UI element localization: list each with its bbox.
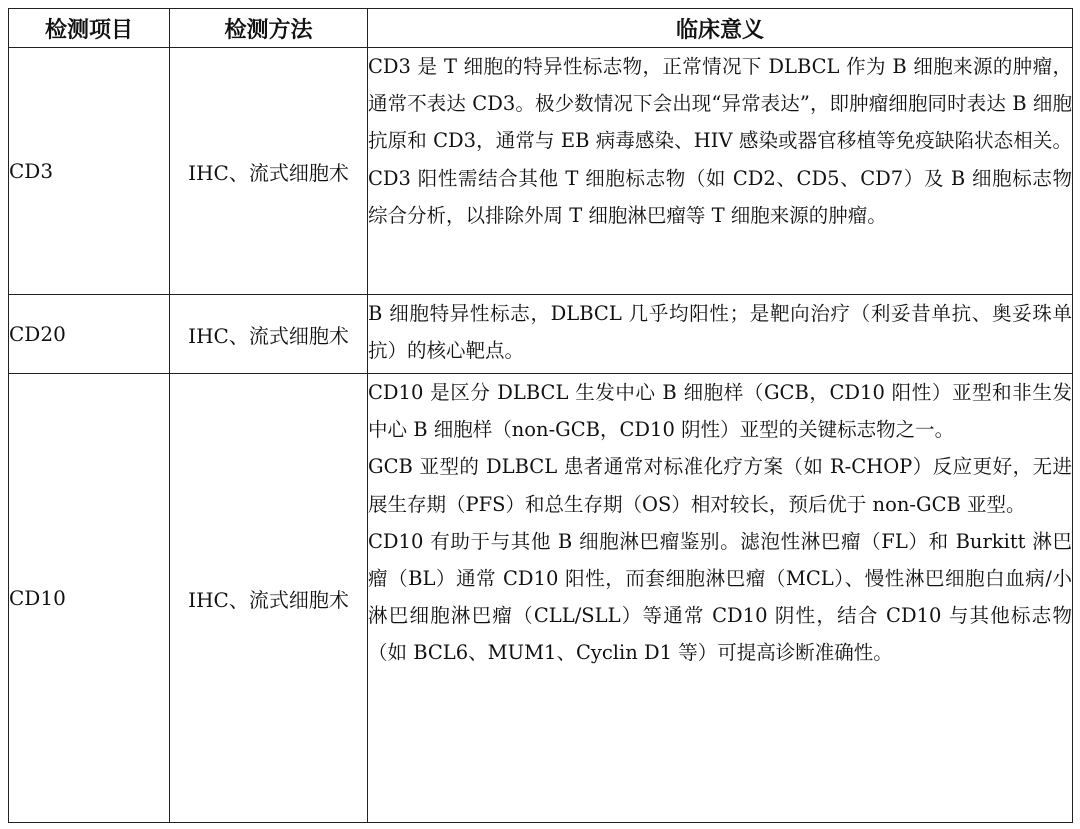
method-cell: IHC、流式细胞术 — [170, 374, 368, 823]
detection-table — [8, 8, 1073, 823]
header-row — [9, 9, 1073, 48]
meaning-cell — [368, 295, 1073, 374]
meaning-paragraph: CD3 是 T 细胞的特异性标志物，正常情况下 DLBCL 作为 B 细胞来源的肿瘤，通常不表达 CD3。极少数情况下会出现“异常表达”，即肿瘤细胞同时表达 B 细胞抗原和 CD3，通常与 EB 病毒感染、HIV 感染或器官移植等免疫缺陷状态相关。CD3 阳性需结合其他 T 细胞标志物（如 CD2、CD5、CD7）及 B 细胞标志物综合分析，以排除外周 T 细胞淋巴瘤等 T 细胞来源的肿瘤。 — [368, 55, 1072, 227]
header-detection-method: 检测方法 — [170, 9, 368, 48]
table-row-cd3 — [9, 48, 1073, 295]
meaning-paragraph: B 细胞特异性标志，DLBCL 几乎均阳性；是靶向治疗（利妥昔单抗、奥妥珠单抗）的核心靶点。 — [368, 302, 1072, 363]
header-detection-item: 检测项目 — [9, 9, 170, 48]
header-clinical-significance: 临床意义 — [368, 9, 1073, 48]
meaning-cell — [368, 48, 1073, 295]
meaning-paragraph: CD10 是区分 DLBCL 生发中心 B 细胞样（GCB，CD10 阳性）亚型和非生发中心 B 细胞样（non-GCB，CD10 阴性）亚型的关键标志物之一。 — [368, 381, 1072, 442]
meaning-paragraph: GCB 亚型的 DLBCL 患者通常对标准化疗方案（如 R-CHOP）反应更好，无进展生存期（PFS）和总生存期（OS）相对较长，预后优于 non-GCB 亚型。 — [368, 455, 1072, 516]
item-cell: CD3 — [9, 48, 170, 295]
item-cell: CD20 — [9, 295, 170, 374]
table-row-cd20 — [9, 295, 1073, 374]
meaning-cell — [368, 374, 1073, 823]
meaning-paragraph: CD10 有助于与其他 B 细胞淋巴瘤鉴别。滤泡性淋巴瘤（FL）和 Burkitt 淋巴瘤（BL）通常 CD10 阳性，而套细胞淋巴瘤（MCL）、慢性淋巴细胞白血病/小淋巴细胞淋巴瘤（CLL/SLL）等通常 CD10 阴性，结合 CD10 与其他标志物（如 BCL6、MUM1、Cyclin D1 等）可提高诊断准确性。 — [368, 529, 1072, 665]
table-row-cd10 — [9, 374, 1073, 823]
method-cell: IHC、流式细胞术 — [170, 295, 368, 374]
item-cell: CD10 — [9, 374, 170, 823]
method-cell: IHC、流式细胞术 — [170, 48, 368, 295]
